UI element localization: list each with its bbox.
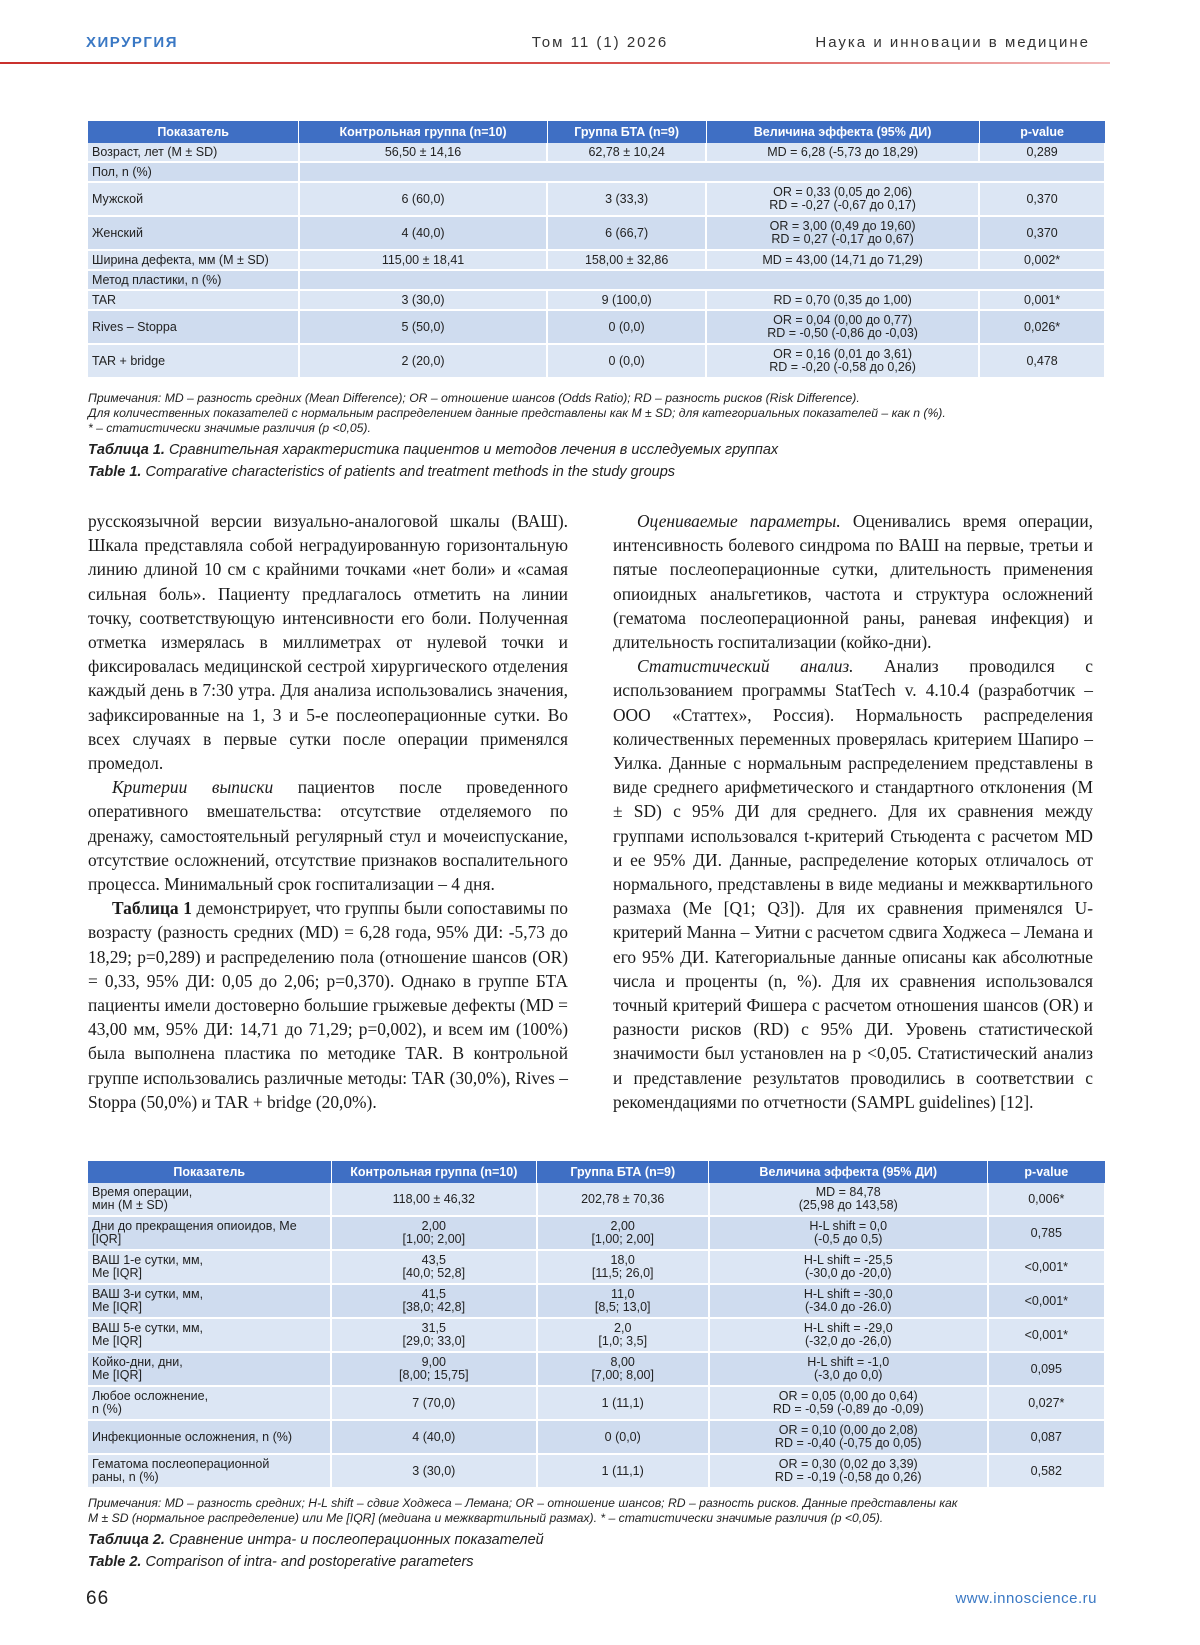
cell-bta bbox=[537, 1454, 709, 1488]
effect-line: OR = 0,04 (0,00 до 0,77) bbox=[773, 313, 913, 327]
effect-line: OR = 0,16 (0,01 до 3,61) bbox=[773, 347, 913, 361]
col-header: p-value bbox=[988, 1161, 1105, 1183]
row-label: Пол, n (%) bbox=[88, 162, 299, 182]
cell-line: [38,0; 42,8] bbox=[402, 1300, 466, 1314]
table-1-header bbox=[88, 121, 1105, 143]
table-row bbox=[88, 1216, 1105, 1250]
table-row bbox=[88, 182, 1105, 216]
col-header: Показатель bbox=[88, 121, 299, 143]
cell-p: 0,027* bbox=[988, 1386, 1105, 1420]
right-text-column bbox=[613, 509, 1093, 1114]
effect-line: RD = -0,50 (-0,86 до -0,03) bbox=[767, 326, 918, 340]
cell-line: H-L shift = -1,0 bbox=[807, 1355, 890, 1369]
row-label bbox=[88, 1216, 331, 1250]
page-number: 66 bbox=[86, 1588, 110, 1609]
cell-line: [40,0; 52,8] bbox=[402, 1266, 466, 1280]
effect-line: RD = -0,20 (-0,58 до 0,26) bbox=[769, 360, 916, 374]
cell-line: ВАШ 5-е сутки, мм, bbox=[92, 1321, 204, 1335]
cell-effect bbox=[709, 1216, 988, 1250]
cell-line: [8,5; 13,0] bbox=[594, 1300, 651, 1314]
col-header: Величина эффекта (95% ДИ) bbox=[709, 1161, 988, 1183]
cell-bta bbox=[537, 1183, 709, 1216]
cell-line: Время операции, bbox=[92, 1185, 193, 1199]
caption-text: Сравнительная характеристика пациентов и методов лечения в исследуемых группах bbox=[164, 442, 779, 458]
col-header: Величина эффекта (95% ДИ) bbox=[706, 121, 979, 143]
row-label bbox=[88, 1183, 331, 1216]
cell-control bbox=[331, 1386, 537, 1420]
cell-line: [11,5; 26,0] bbox=[591, 1266, 654, 1280]
cell-line: 2,0 bbox=[614, 1321, 632, 1335]
paragraph: Статистический анализ. Анализ проводился с использованием программы StatTech v. 4.10.4 (разработчик – ООО «Статтех», Россия). Нормальность распределения количественных переменных проверялась критерием Шапиро – Уилка. Данные с нормальным распределением представлены в виде среднего арифметического и стандартного отклонения (M ± SD) с 95% ДИ для среднего. Для их сравнения между группами использовался t-критерий Стьюдента с расчетом MD и ее 95% ДИ. Данные, распределение которых отличалось от нормального, представлены в виде медианы и межквартильного размаха (Me [Q1; Q3]). Для их сравнения применялся U-критерий Манна – Уитни с расчетом сдвига Ходжеса – Лемана и его 95% ДИ. Категориальные данные описаны как абсолютные числа и проценты (n, %). Для их сравнения использовался точный критерий Фишера с расчетом отношения шансов (OR) и разности рисков (RD) с 95% ДИ. Уровень статистической значимости был установлен на p <0,05. Статистический анализ и представление результатов проводились в соответствии с рекомендациями по отчетности (SAMPL guidelines) [12]. bbox=[613, 656, 1093, 1112]
section-fill bbox=[299, 270, 1105, 290]
cell-line: 18,0 bbox=[610, 1253, 635, 1267]
table-row bbox=[88, 1352, 1105, 1386]
table-row bbox=[88, 1250, 1105, 1284]
col-header: Показатель bbox=[88, 1161, 331, 1183]
cell-line: 3 (30,0) bbox=[412, 1463, 456, 1478]
table-row bbox=[88, 250, 1105, 270]
cell-control bbox=[331, 1454, 537, 1488]
effect-line: MD = 6,28 (-5,73 до 18,29) bbox=[767, 144, 918, 159]
cell-effect bbox=[706, 182, 979, 216]
cell-bta bbox=[537, 1250, 709, 1284]
cell-line: Me [IQR] bbox=[92, 1334, 143, 1348]
cell-line: 4 (40,0) bbox=[412, 1429, 456, 1444]
cell-p: 0,026* bbox=[979, 310, 1105, 344]
cell-line: 1 (11,1) bbox=[601, 1395, 644, 1410]
cell-line: (-30,0 до -20,0) bbox=[804, 1266, 892, 1280]
note-line: M ± SD (нормальное распределение) или Me [IQR] (медиана и межквартильный размах). * – статистически значимые различия (p <0,05). bbox=[88, 1511, 884, 1525]
caption-label: Table 2. bbox=[88, 1554, 142, 1570]
cell-bta bbox=[537, 1318, 709, 1352]
note-line: Для количественных показателей с нормальным распределением данные представлены как M ± SD; для категориальных показателей – как n (%). bbox=[88, 406, 946, 420]
cell-line: [8,00; 15,75] bbox=[399, 1368, 469, 1382]
cell-line: Гематома послеоперационной bbox=[92, 1457, 270, 1471]
cell-line: RD = -0,19 (-0,58 до 0,26) bbox=[774, 1470, 922, 1484]
table-2-notes bbox=[88, 1496, 1118, 1526]
caption-label: Таблица 2. bbox=[88, 1532, 165, 1548]
cell-line: 1 (11,1) bbox=[601, 1463, 644, 1478]
cell-control: 4 (40,0) bbox=[299, 216, 547, 250]
cell-line: [1,00; 2,00] bbox=[591, 1232, 654, 1246]
row-label: TAR bbox=[88, 290, 299, 310]
cell-effect bbox=[709, 1420, 988, 1454]
table-1-caption-ru bbox=[88, 442, 778, 458]
cell-line: Me [IQR] bbox=[92, 1266, 143, 1280]
cell-p: 0,087 bbox=[988, 1420, 1105, 1454]
cell-line: 11,0 bbox=[611, 1287, 635, 1301]
table-1-caption-en bbox=[88, 464, 675, 480]
cell-line: Me [IQR] bbox=[92, 1368, 143, 1382]
row-label: Метод пластики, n (%) bbox=[88, 270, 299, 290]
cell-line: Me [IQR] bbox=[92, 1300, 143, 1314]
cell-control bbox=[331, 1216, 537, 1250]
header-divider bbox=[0, 62, 1110, 64]
cell-effect bbox=[706, 310, 979, 344]
cell-control: 115,00 ± 18,41 bbox=[299, 250, 547, 270]
cell-p: 0,289 bbox=[979, 143, 1105, 162]
cell-bta bbox=[537, 1352, 709, 1386]
issue-info: Том 11 (1) 2026 bbox=[531, 34, 669, 51]
row-label: Rives – Stoppa bbox=[88, 310, 299, 344]
cell-line: 0 (0,0) bbox=[604, 1429, 641, 1444]
cell-line: OR = 0,30 (0,02 до 3,39) bbox=[778, 1457, 918, 1471]
table-row bbox=[88, 216, 1105, 250]
table-row bbox=[88, 1318, 1105, 1352]
col-header: Контрольная группа (n=10) bbox=[331, 1161, 537, 1183]
cell-line: H-L shift = -30,0 bbox=[803, 1287, 893, 1301]
cell-line: H-L shift = 0,0 bbox=[809, 1219, 888, 1233]
table-2-header bbox=[88, 1161, 1105, 1183]
cell-p: 0,095 bbox=[988, 1352, 1105, 1386]
table-row bbox=[88, 162, 1105, 182]
paragraph: Критерии выписки пациентов после проведенного оперативного вмешательства: отсутствие отделяемого по дренажу, самостоятельный регулярный стул и мочеиспускание, отсутствие осложнений, отсутствие признаков воспалительного процесса. Минимальный срок госпитализации – 4 дня. bbox=[88, 777, 569, 895]
cell-line: [1,0; 3,5] bbox=[598, 1334, 648, 1348]
effect-line: RD = -0,27 (-0,67 до 0,17) bbox=[769, 198, 916, 212]
cell-line: (-0,5 до 0,5) bbox=[814, 1232, 883, 1246]
table-row bbox=[88, 1183, 1105, 1216]
paragraph-lead: Оцениваемые параметры. bbox=[637, 511, 841, 531]
note-line: Примечания: MD – разность средних; H-L shift – сдвиг Ходжеса – Лемана; OR – отношение шансов; RD – разность рисков. Данные представлены как bbox=[88, 1496, 958, 1510]
section-fill bbox=[299, 162, 1105, 182]
cell-line: раны, n (%) bbox=[92, 1470, 159, 1484]
cell-line: (-3,0 до 0,0) bbox=[814, 1368, 883, 1382]
cell-line: 9,00 bbox=[421, 1355, 446, 1369]
caption-text: Comparison of intra- and postoperative parameters bbox=[141, 1554, 474, 1570]
cell-p: 0,785 bbox=[988, 1216, 1105, 1250]
cell-line: H-L shift = -25,5 bbox=[803, 1253, 893, 1267]
col-header: p-value bbox=[979, 121, 1105, 143]
row-label: Мужской bbox=[88, 182, 299, 216]
cell-effect bbox=[709, 1318, 988, 1352]
caption-text: Comparative characteristics of patients and treatment methods in the study groups bbox=[141, 464, 676, 480]
cell-bta bbox=[537, 1284, 709, 1318]
note-line: Примечания: MD – разность средних (Mean Difference); OR – отношение шансов (Odds Ratio); RD – разность рисков (Risk Difference). bbox=[88, 391, 860, 405]
table-1-notes bbox=[88, 391, 1118, 436]
cell-line: [IQR] bbox=[92, 1232, 122, 1246]
cell-control bbox=[331, 1318, 537, 1352]
cell-line: (25,98 до 143,58) bbox=[798, 1198, 898, 1212]
cell-line: 202,78 ± 70,36 bbox=[581, 1191, 665, 1206]
cell-bta: 62,78 ± 10,24 bbox=[547, 143, 706, 162]
cell-effect bbox=[709, 1386, 988, 1420]
cell-p: 0,370 bbox=[979, 216, 1105, 250]
effect-line: OR = 3,00 (0,49 до 19,60) bbox=[769, 219, 916, 233]
cell-line: (-32,0 до -26,0) bbox=[804, 1334, 892, 1348]
cell-bta: 9 (100,0) bbox=[547, 290, 706, 310]
cell-effect bbox=[706, 250, 979, 270]
cell-bta: 6 (66,7) bbox=[547, 216, 706, 250]
col-header: Группа БТА (n=9) bbox=[537, 1161, 709, 1183]
cell-p: 0,002* bbox=[979, 250, 1105, 270]
journal-title: Наука и инновации в медицине bbox=[815, 34, 1090, 51]
effect-line: RD = 0,70 (0,35 до 1,00) bbox=[773, 292, 912, 307]
cell-p: 0,370 bbox=[979, 182, 1105, 216]
cell-control bbox=[331, 1352, 537, 1386]
cell-line: 41,5 bbox=[421, 1287, 446, 1301]
effect-line: RD = 0,27 (-0,17 до 0,67) bbox=[771, 232, 914, 246]
table-row bbox=[88, 290, 1105, 310]
cell-p: 0,001* bbox=[979, 290, 1105, 310]
cell-line: [1,00; 2,00] bbox=[402, 1232, 466, 1246]
cell-line: 8,00 bbox=[610, 1355, 635, 1369]
cell-line: мин (M ± SD) bbox=[92, 1198, 168, 1212]
row-label bbox=[88, 1386, 331, 1420]
paragraph-lead: Статистический анализ. bbox=[637, 656, 854, 677]
cell-line: 31,5 bbox=[421, 1321, 446, 1335]
paragraph-lead: Таблица 1 bbox=[112, 898, 192, 919]
table-row bbox=[88, 1420, 1105, 1454]
left-text-column bbox=[88, 509, 568, 1114]
paragraph: русскоязычной версии визуально-аналоговой шкалы (ВАШ). Шкала представляла собой неградуированную горизонтальную линию длиной 10 см с крайними точками «нет боли» и «самая сильная боль». Пациенту предлагалось отметить на линии точку, соответствующую интенсивности его боли. Полученная отметка измерялась в миллиметрах от нулевой точки и фиксировалась медицинской сестрой хирургического отделения каждый день в 7:30 утра. Для анализа использовались значения, зафиксированные на 1, 3 и 5-е послеоперационные сутки. Во всех случаях в первые сутки после операции применялся промедол. bbox=[88, 511, 568, 774]
col-header: Контрольная группа (n=10) bbox=[299, 121, 547, 143]
cell-line: MD = 84,78 bbox=[815, 1185, 881, 1199]
cell-bta: 158,00 ± 32,86 bbox=[547, 250, 706, 270]
row-label bbox=[88, 1454, 331, 1488]
row-label: Ширина дефекта, мм (M ± SD) bbox=[88, 250, 299, 270]
website-link[interactable]: www.innoscience.ru bbox=[955, 1590, 1097, 1607]
effect-line: MD = 43,00 (14,71 до 71,29) bbox=[762, 252, 923, 267]
paragraph-lead: Критерии выписки bbox=[112, 777, 274, 798]
cell-p: 0,006* bbox=[988, 1183, 1105, 1216]
row-label: Возраст, лет (M ± SD) bbox=[88, 143, 299, 162]
table-row bbox=[88, 1454, 1105, 1488]
caption-label: Таблица 1. bbox=[88, 442, 165, 458]
caption-text: Сравнение интра- и послеоперационных показателей bbox=[164, 1532, 544, 1548]
row-label bbox=[88, 1250, 331, 1284]
cell-bta: 0 (0,0) bbox=[547, 344, 706, 378]
cell-effect bbox=[706, 344, 979, 378]
cell-line: OR = 0,05 (0,00 до 0,64) bbox=[778, 1389, 918, 1403]
cell-bta: 3 (33,3) bbox=[547, 182, 706, 216]
cell-line: RD = -0,59 (-0,89 до -0,09) bbox=[772, 1402, 924, 1416]
journal-section: ХИРУРГИЯ bbox=[86, 34, 178, 51]
cell-line: Инфекционные осложнения, n (%) bbox=[92, 1429, 293, 1444]
row-label bbox=[88, 1318, 331, 1352]
cell-control: 3 (30,0) bbox=[299, 290, 547, 310]
cell-line: H-L shift = -29,0 bbox=[803, 1321, 893, 1335]
cell-line: ВАШ 1-е сутки, мм, bbox=[92, 1253, 204, 1267]
cell-line: n (%) bbox=[92, 1402, 122, 1416]
cell-bta bbox=[537, 1420, 709, 1454]
cell-line: OR = 0,10 (0,00 до 2,08) bbox=[778, 1423, 918, 1437]
cell-p: <0,001* bbox=[988, 1318, 1105, 1352]
cell-line: 7 (70,0) bbox=[412, 1395, 456, 1410]
cell-line: RD = -0,40 (-0,75 до 0,05) bbox=[774, 1436, 922, 1450]
row-label bbox=[88, 1352, 331, 1386]
cell-p: 0,478 bbox=[979, 344, 1105, 378]
row-label: Женский bbox=[88, 216, 299, 250]
row-label bbox=[88, 1284, 331, 1318]
cell-line: ВАШ 3-и сутки, мм, bbox=[92, 1287, 204, 1301]
table-row bbox=[88, 143, 1105, 162]
cell-line: [7,00; 8,00] bbox=[591, 1368, 654, 1382]
cell-control: 5 (50,0) bbox=[299, 310, 547, 344]
cell-line: 2,00 bbox=[610, 1219, 635, 1233]
cell-line: Любое осложнение, bbox=[92, 1389, 209, 1403]
cell-p: 0,582 bbox=[988, 1454, 1105, 1488]
table-1 bbox=[88, 121, 1106, 379]
table-row bbox=[88, 270, 1105, 290]
cell-line: [29,0; 33,0] bbox=[402, 1334, 466, 1348]
row-label: TAR + bridge bbox=[88, 344, 299, 378]
cell-line: Койко-дни, дни, bbox=[92, 1355, 183, 1369]
row-label bbox=[88, 1420, 331, 1454]
table-row bbox=[88, 310, 1105, 344]
paragraph: Оцениваемые параметры. Оценивались время операции, интенсивность болевого синдрома по ВАШ на первые, третьи и пятые послеоперационные сутки, длительность применения опиоидных анальгетиков, частота и структура осложнений (гематома послеоперационной раны, раневая инфекция) и длительность госпитализации (койко-дни). bbox=[613, 511, 1093, 653]
cell-line: 43,5 bbox=[421, 1253, 446, 1267]
table-2-caption-ru bbox=[88, 1532, 544, 1548]
cell-line: 118,00 ± 46,32 bbox=[392, 1191, 476, 1206]
caption-label: Table 1. bbox=[88, 464, 142, 480]
cell-effect bbox=[706, 143, 979, 162]
cell-p: <0,001* bbox=[988, 1250, 1105, 1284]
table-2 bbox=[88, 1161, 1106, 1489]
cell-line: (-34.0 до -26.0) bbox=[804, 1300, 892, 1314]
table-row bbox=[88, 344, 1105, 378]
cell-effect bbox=[709, 1284, 988, 1318]
table-row bbox=[88, 1284, 1105, 1318]
cell-control bbox=[331, 1420, 537, 1454]
cell-control bbox=[331, 1183, 537, 1216]
cell-bta: 0 (0,0) bbox=[547, 310, 706, 344]
cell-line: 2,00 bbox=[421, 1219, 446, 1233]
cell-effect bbox=[709, 1250, 988, 1284]
cell-control: 2 (20,0) bbox=[299, 344, 547, 378]
cell-p: <0,001* bbox=[988, 1284, 1105, 1318]
cell-bta bbox=[537, 1216, 709, 1250]
cell-effect bbox=[709, 1183, 988, 1216]
cell-control: 6 (60,0) bbox=[299, 182, 547, 216]
table-row bbox=[88, 1386, 1105, 1420]
cell-effect bbox=[706, 216, 979, 250]
table-2-caption-en bbox=[88, 1554, 474, 1570]
note-line: * – статистически значимые различия (p <0,05). bbox=[88, 421, 371, 435]
cell-effect bbox=[706, 290, 979, 310]
cell-line: Дни до прекращения опиоидов, Me bbox=[92, 1219, 297, 1233]
paragraph: Таблица 1 демонстрирует, что группы были сопоставимы по возрасту (разность средних (MD) = 6,28 года, 95% ДИ: -5,73 до 18,29; p=0,289) и распределению пола (отношение шансов (OR) = 0,33, 95% ДИ: 0,05 до 2,06; p=0,370). Однако в группе БТА пациенты имели достоверно большие грыжевые дефекты (MD = 43,00 мм, 95% ДИ: 14,71 до 71,29; p=0,002), и всем им (100%) была выполнена пластика по методике TAR. В контрольной группе использовались различные методы: TAR (30,0%), Rives – Stoppa (50,0%) и TAR + bridge (20,0%). bbox=[88, 898, 568, 1112]
cell-control bbox=[331, 1284, 537, 1318]
cell-effect bbox=[709, 1352, 988, 1386]
effect-line: OR = 0,33 (0,05 до 2,06) bbox=[773, 185, 913, 199]
col-header: Группа БТА (n=9) bbox=[547, 121, 706, 143]
cell-control: 56,50 ± 14,16 bbox=[299, 143, 547, 162]
cell-bta bbox=[537, 1386, 709, 1420]
cell-control bbox=[331, 1250, 537, 1284]
cell-effect bbox=[709, 1454, 988, 1488]
